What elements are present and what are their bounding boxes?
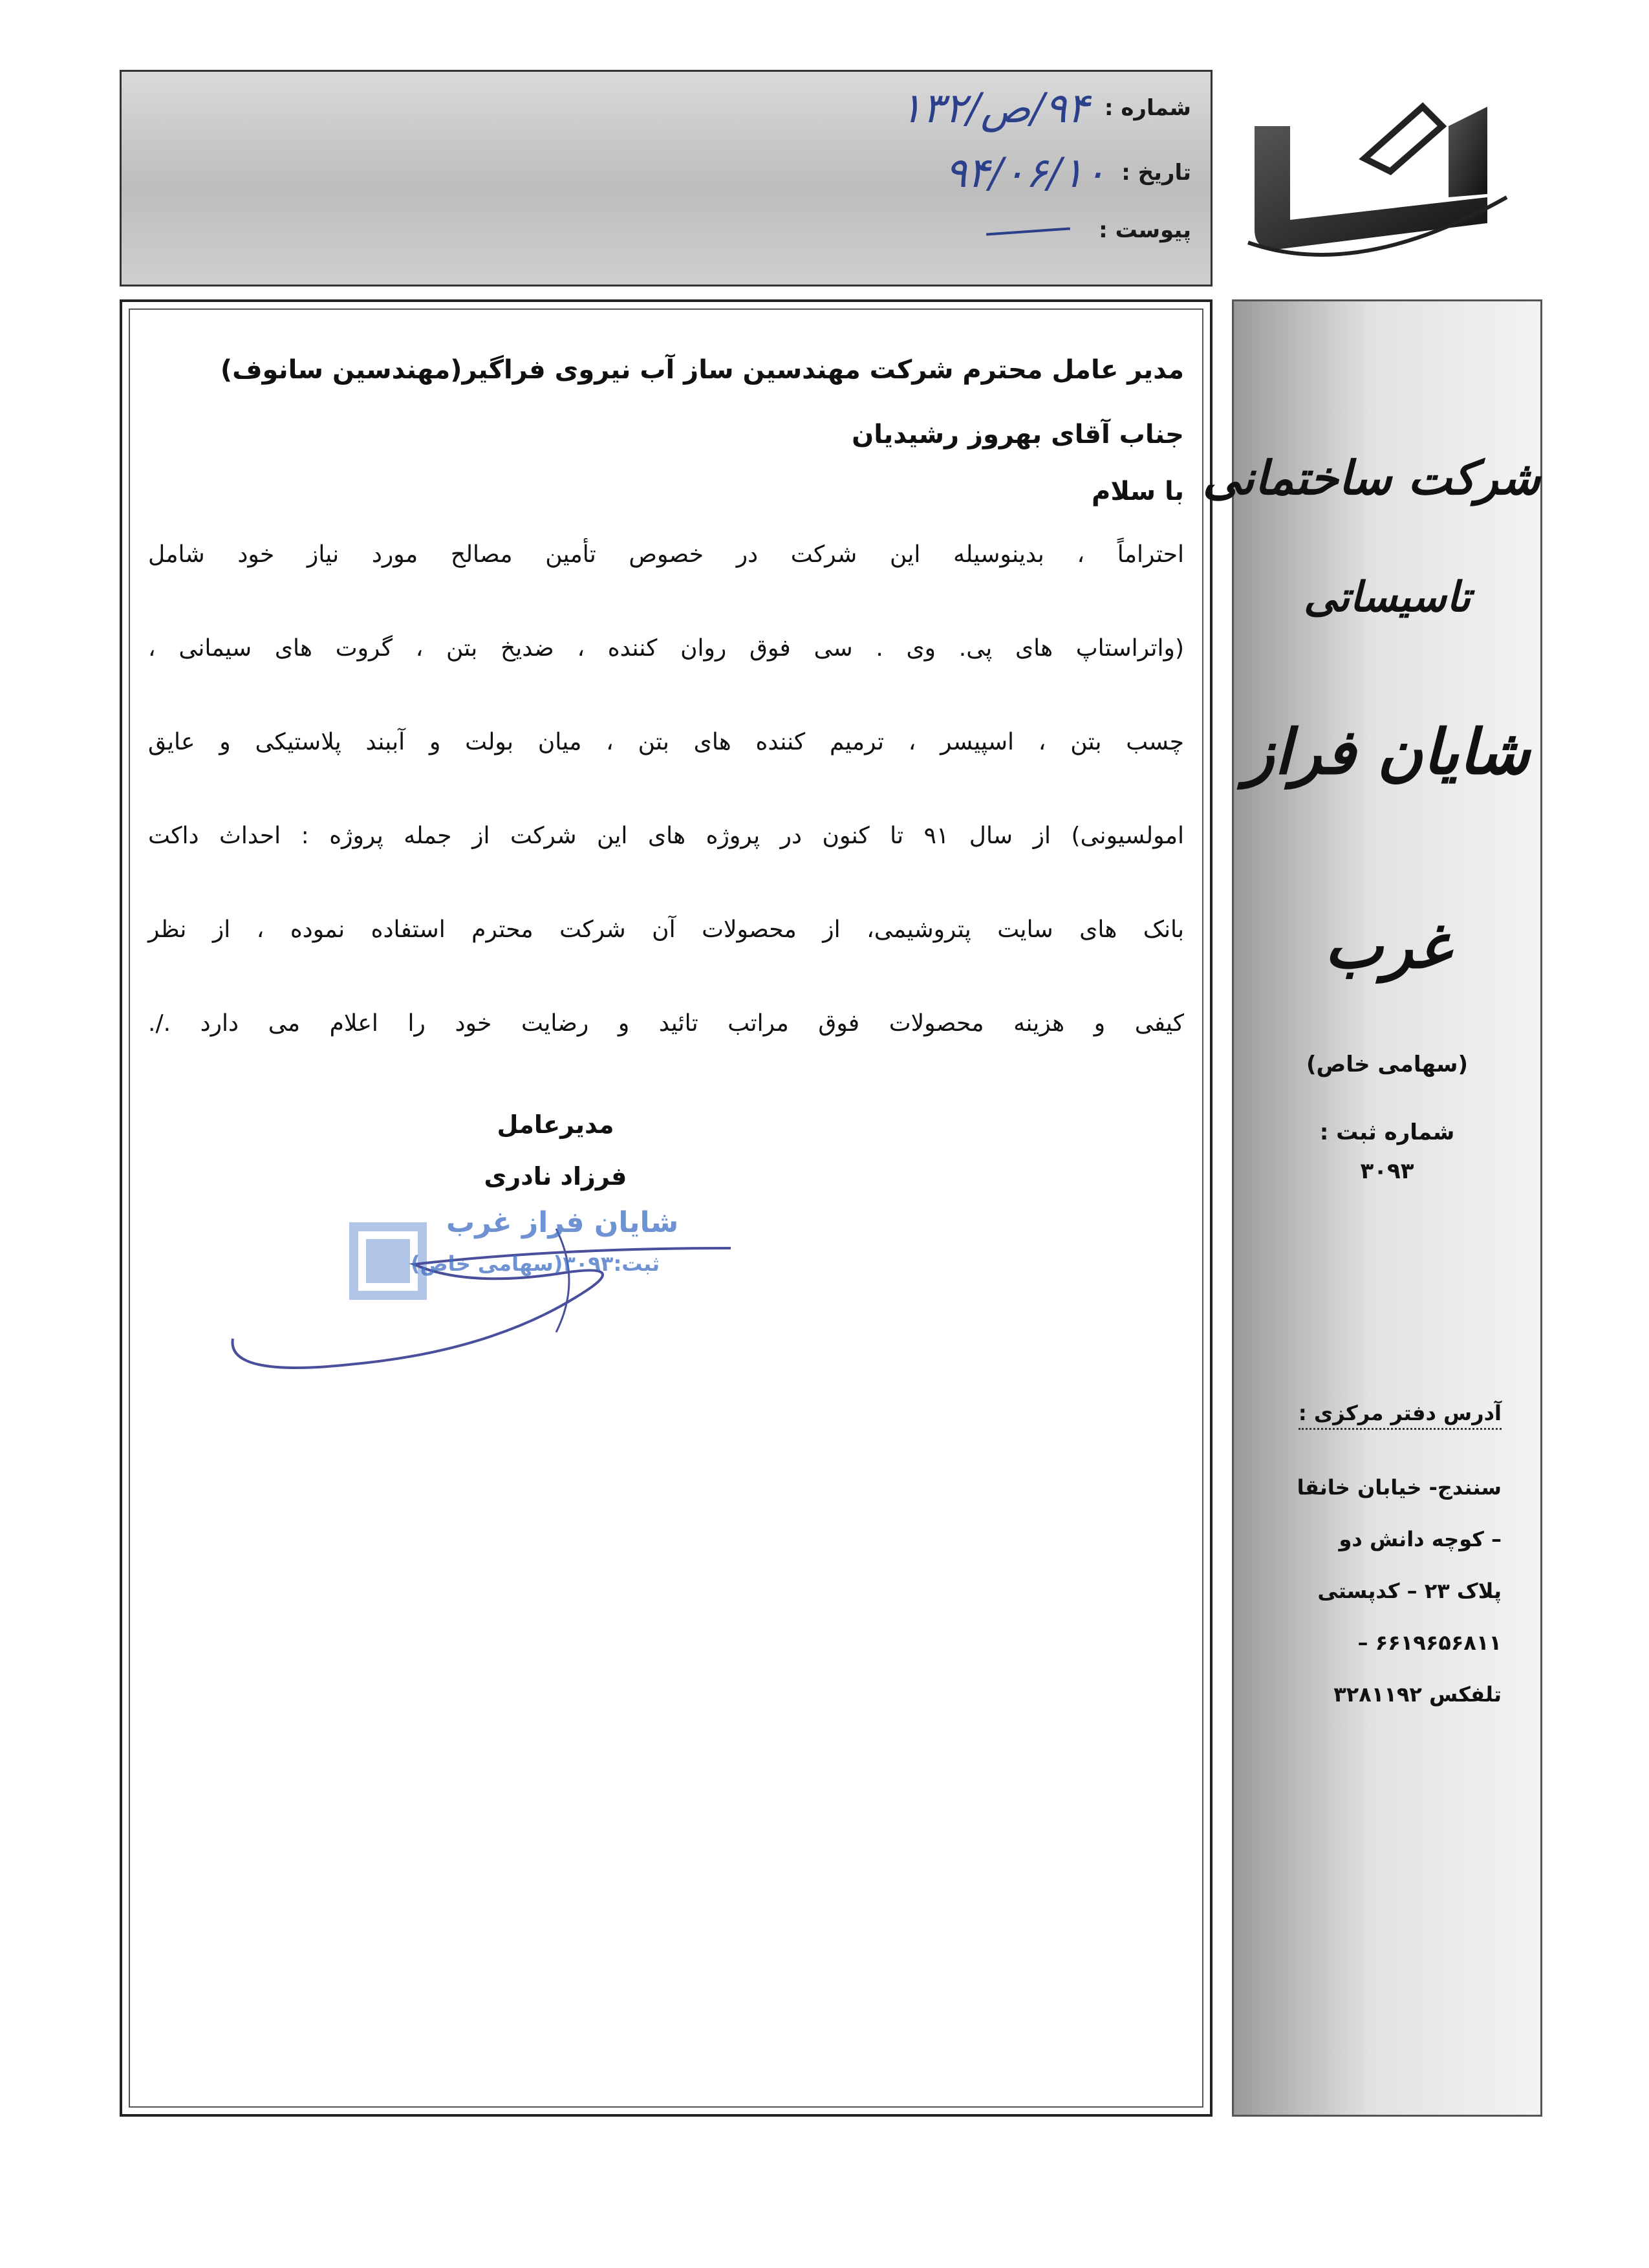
sidebar-registration-label: شماره ثبت : bbox=[1319, 1119, 1455, 1145]
addressee-line: جناب آقای بهروز رشیدیان bbox=[852, 420, 1184, 449]
attachment-dash bbox=[986, 227, 1070, 235]
address-line-2: – کوچه دانش دو bbox=[1339, 1527, 1502, 1551]
body-line-5: بانک های سایت پتروشیمی، از محصولات آن شرکت محترم استفاده نموده ، از نظر bbox=[148, 916, 1184, 943]
letter-number-label: شماره : bbox=[1104, 94, 1191, 121]
sidebar-company-type: (سهامی خاص) bbox=[1306, 1052, 1469, 1077]
sidebar-company-line-1: شرکت ساختمانی bbox=[1202, 450, 1540, 505]
sidebar-company-line-3: شایان فراز bbox=[1244, 715, 1530, 788]
address-line-4: ۶۶۱۹۶۵۶۸۱۱ – bbox=[1357, 1630, 1502, 1655]
greeting-line: با سلام bbox=[1092, 477, 1184, 506]
body-line-6: کیفی و هزینه محصولات فوق مراتب تائید و رضایت خود را اعلام می دارد ./. bbox=[148, 1010, 1184, 1037]
address-line-1: سنندج- خیابان خانقا bbox=[1297, 1475, 1502, 1500]
address-label: آدرس دفتر مرکزی : bbox=[1299, 1401, 1502, 1430]
address-line-3: پلاک ۲۳ – کدپستی bbox=[1317, 1579, 1502, 1603]
body-line-3: چسب بتن ، اسپیسر ، ترمیم کننده های بتن ، میان بولت و آببند پلاستیکی و عایق bbox=[148, 729, 1184, 755]
sidebar-company-line-4: غرب bbox=[1324, 909, 1450, 982]
sidebar-company-line-2: تاسیساتی bbox=[1304, 573, 1471, 621]
recipient-line: مدیر عامل محترم شرکت مهندسین ساز آب نیروی فراگیر(مهندسین سانوف) bbox=[220, 355, 1184, 385]
attachment-label: پیوست : bbox=[1099, 217, 1191, 243]
body-line-2: (واتراستاپ های پی. وی . سی فوق روان کننده ، ضدیخ بتن ، گروت های سیمانی ، bbox=[148, 635, 1184, 662]
signer-title: مدیرعامل bbox=[497, 1110, 614, 1139]
letterhead-header bbox=[120, 70, 1212, 286]
stamp-registration: ثبت:۳۰۹۳(سهامی خاص) bbox=[411, 1251, 660, 1276]
body-line-1: احتراماً ، بدینوسیله این شرکت در خصوص تأمین مصالح مورد نیاز خود شامل bbox=[148, 541, 1184, 568]
sidebar-registration-value: ۳۰۹۳ bbox=[1360, 1158, 1414, 1184]
address-line-5: تلفکس ۳۲۸۱۱۹۲ bbox=[1333, 1682, 1502, 1707]
letter-date-field bbox=[945, 149, 1191, 197]
stamp-company-name: شایان فراز غرب bbox=[446, 1206, 679, 1239]
letter-date-value: ۹۴/۰۶/۱۰ bbox=[944, 149, 1106, 197]
signer-name: فرزاد نادری bbox=[484, 1162, 627, 1191]
body-line-4: امولسیونی) از سال ۹۱ تا کنون در پروژه های این شرکت از جمله پروژه : احداث داکت bbox=[148, 823, 1184, 849]
company-logo-icon bbox=[1229, 68, 1526, 281]
company-sidebar bbox=[1202, 299, 1542, 2117]
attachment-field bbox=[986, 217, 1191, 243]
letter-number-field bbox=[900, 85, 1191, 133]
letter-date-label: تاریخ : bbox=[1121, 159, 1191, 186]
letter-number-value: ۹۴/ص/۱۳۲ bbox=[900, 85, 1090, 133]
